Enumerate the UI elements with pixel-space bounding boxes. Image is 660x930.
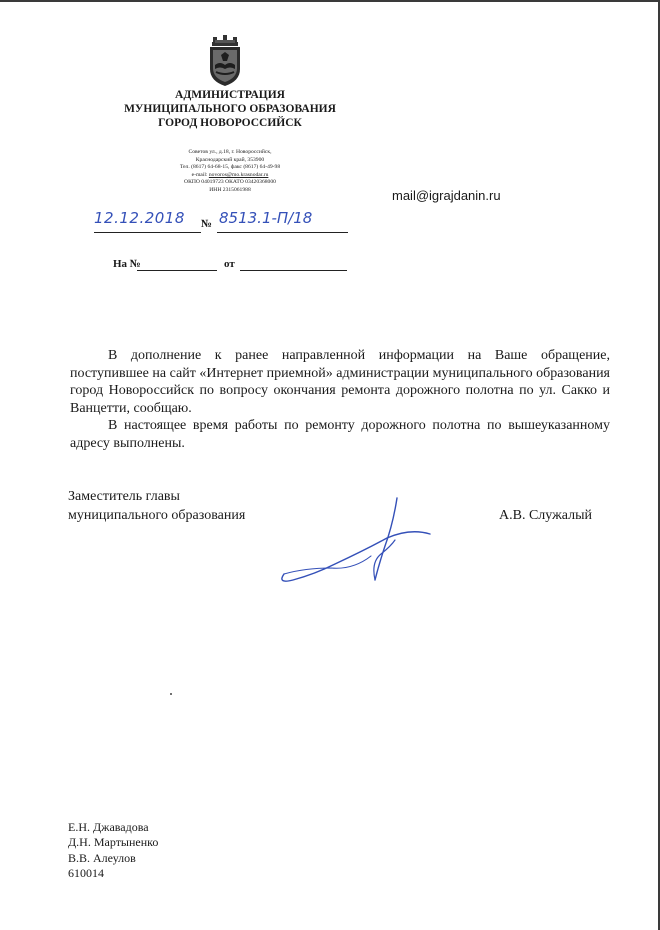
registration-date: 12.12.2018	[94, 209, 185, 227]
letter-body	[70, 347, 610, 453]
signer-title-line-2: муниципального образования	[68, 508, 246, 523]
address-line-1: Советов ул., д.18, г. Новороссийск,	[188, 149, 272, 155]
org-email-link[interactable]: novoros@mo.krasnodar.ru	[208, 171, 269, 178]
novorossiysk-coat-of-arms-icon	[207, 35, 243, 87]
reference-date-label: от	[224, 258, 235, 270]
registration-number: 8513.1-П/18	[219, 209, 313, 227]
codes-line-2: ИНН 2315061988	[209, 186, 251, 193]
reference-date-blank	[240, 270, 347, 271]
body-paragraph-2: В настоящее время работы по ремонту дорожного полотна по вышеуказанному адресу выполнены.	[70, 418, 610, 451]
codes-line-1: ОКПО 04019723 ОКАТО 03420368000	[184, 179, 276, 186]
signer-title	[68, 487, 245, 525]
phone-line: Тел. (8617) 64-68-15, факс (8617) 64-49-98	[179, 164, 281, 171]
signer-name: А.В. Служалый	[499, 508, 592, 523]
organization-address	[150, 149, 310, 195]
registration-number-label: №	[201, 218, 213, 230]
recipient-email: mail@igrajdanin.ru	[392, 188, 501, 203]
address-line-2: Краснодарский край, 353900	[195, 156, 265, 163]
executor-3: В.В. Алеулов	[68, 850, 136, 865]
registration-number-underline	[217, 232, 348, 233]
email-prefix: e-mail:	[191, 171, 209, 178]
body-paragraph-1: В дополнение к ранее направленной информации на Ваше обращение, поступившее на сайт «Интернет приемной» администрации муниципального образования город Новороссийск по вопросу окончания ремонта дорожного полотна по ул. Сакко и Ванцетти, сообщаю.	[70, 348, 610, 416]
stray-mark	[170, 693, 172, 695]
org-title-line-3: ГОРОД НОВОРОССИЙСК	[158, 117, 302, 129]
reference-number-blank	[137, 270, 217, 271]
executors-list	[68, 820, 158, 882]
signer-title-line-1: Заместитель главы	[68, 489, 180, 504]
executor-phone: 610014	[68, 866, 104, 881]
email-line	[150, 172, 310, 180]
reference-number-label: На №	[113, 258, 141, 270]
registration-date-underline	[94, 232, 201, 233]
org-title-line-2: МУНИЦИПАЛЬНОГО ОБРАЗОВАНИЯ	[124, 103, 336, 115]
executor-2: Д.Н. Мартыненко	[68, 835, 159, 850]
executor-1: Е.Н. Джавадова	[68, 820, 149, 834]
organization-title	[100, 88, 360, 130]
org-title-line-1: АДМИНИСТРАЦИЯ	[175, 89, 285, 101]
handwritten-signature	[275, 494, 445, 590]
page-edge-top	[0, 0, 660, 2]
